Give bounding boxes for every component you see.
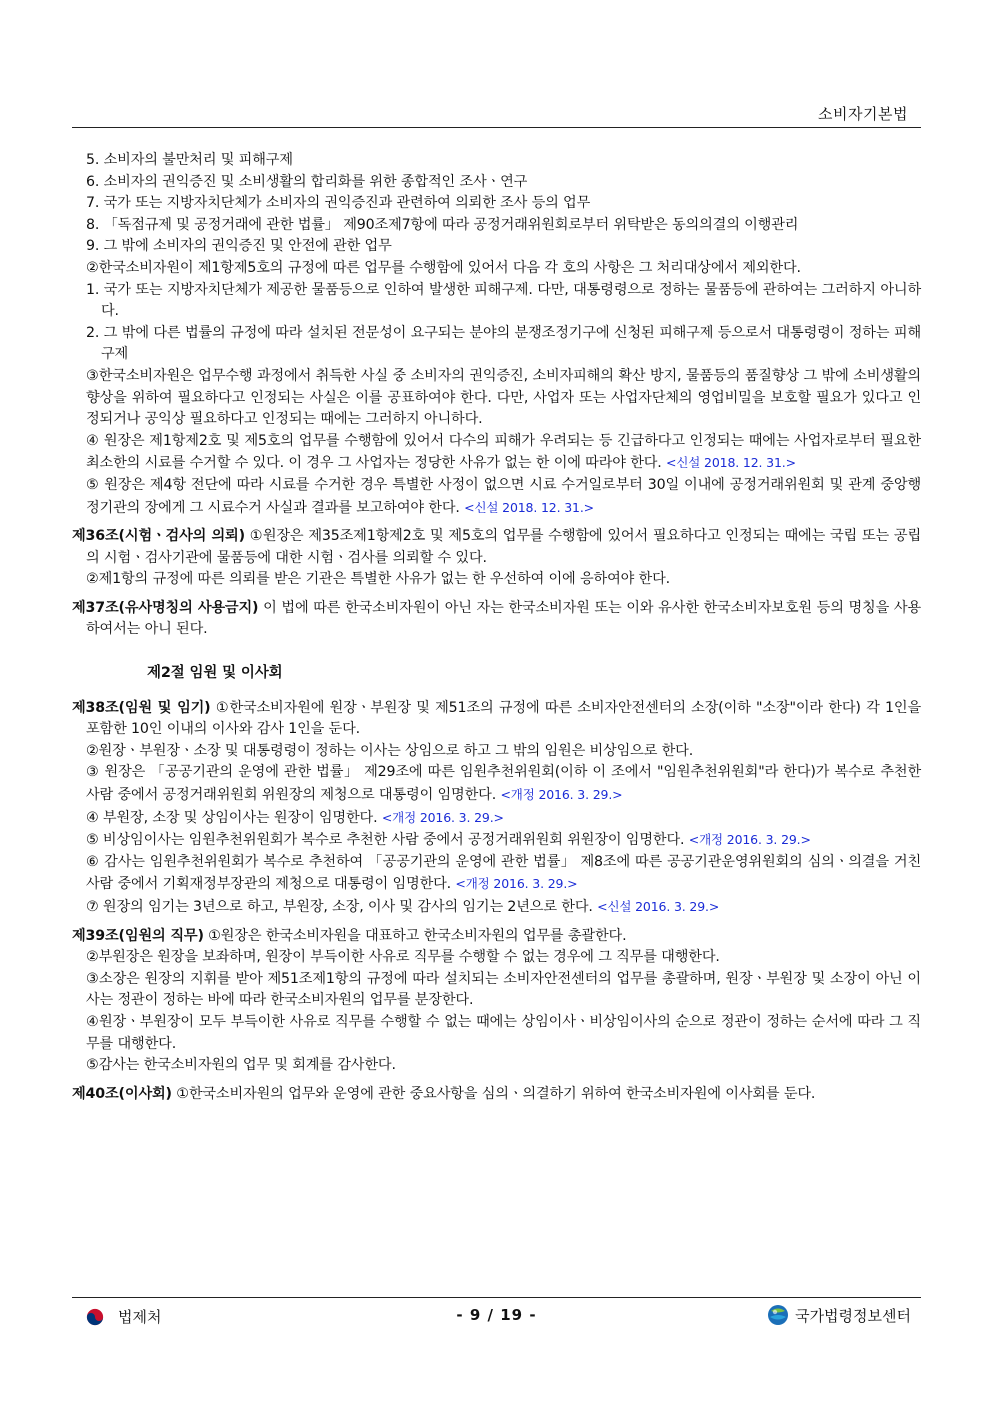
article-title: 제36조(시험ㆍ검사의 의뢰) xyxy=(72,528,245,545)
paragraph-text: ③ 원장은 「공공기관의 운영에 관한 법률」 제29조에 따른 임원추천위원회(이하 이 조에서 "임원추천위원회"라 한다)가 복수로 추천한 사람 중에서 공정거래위원회 위원장의 제청으로 대통령이 임명한다. xyxy=(86,764,921,804)
paragraph: ②제1항의 규정에 따른 의뢰를 받은 기관은 특별한 사유가 없는 한 우선하여 이에 응하여야 한다. xyxy=(86,571,671,588)
list-item: 6. 소비자의 권익증진 및 소비생활의 합리화를 위한 종합적인 조사ㆍ연구 xyxy=(86,173,528,190)
paragraph: ③한국소비자원은 업무수행 과정에서 취득한 사실 중 소비자의 권익증진, 소비자피해의 확산 방지, 물품등의 품질향상 그 밖에 소비생활의 향상을 위하여 필요하다고 인정되는 사실은 이를 공표하여야 한다. 다만, 사업자 또는 사업자단체의 영업비밀을 보호할 필요가 있다고 인정되거나 공익상 필요하다고 인정되는 때에는 그러하지 아니하다. xyxy=(86,367,921,428)
paragraph: ③소장은 원장의 지휘를 받아 제51조제1항의 규정에 따라 설치되는 소비자안전센터의 업무를 총괄하며, 원장ㆍ부원장 및 소장이 아닌 이사는 정관이 정하는 바에 따라 한국소비자원의 업무를 분장한다. xyxy=(86,970,921,1009)
paragraph-text: ④ 원장은 제1항제2호 및 제5호의 업무를 수행함에 있어서 다수의 피해가 우려되는 등 긴급하다고 인정되는 때에는 사업자로부터 필요한 최소한의 시료를 수거할 수 있다. 이 경우 그 사업자는 정당한 사유가 없는 한 이에 따라야 한다. xyxy=(86,432,921,472)
page-number: - 9 / 19 - xyxy=(456,1306,537,1324)
footer-center-name xyxy=(767,1304,911,1326)
article-title: 제40조(이사회) xyxy=(72,1085,172,1102)
header-divider xyxy=(72,127,921,128)
article-39 xyxy=(72,926,921,948)
paragraph xyxy=(72,896,921,919)
paragraph xyxy=(72,852,921,896)
amendment-note: <신설 2016. 3. 29.> xyxy=(597,899,720,914)
list-item: 7. 국가 또는 지방자치단체가 소비자의 권익증진과 관련하여 의뢰한 조사 등의 업무 xyxy=(86,195,591,212)
list-item: 9. 그 밖에 소비자의 권익증진 및 안전에 관한 업무 xyxy=(86,238,392,255)
paragraph-text: ①원장은 제35조제1항제2호 및 제5호의 업무를 수행함에 있어서 필요하다고 인정되는 때에는 국립 또는 공립의 시험ㆍ검사기관에 물품등에 대한 시험ㆍ검사를 의뢰할 수 있다. xyxy=(86,528,921,566)
article-title: 제38조(임원 및 임기) xyxy=(72,699,211,716)
amendment-note: <개정 2016. 3. 29.> xyxy=(455,876,578,892)
globe-logo-icon xyxy=(767,1304,789,1326)
amendment-note: <신설 2018. 12. 31.> xyxy=(464,499,595,515)
footer-divider xyxy=(72,1297,921,1298)
article-40 xyxy=(72,1084,921,1106)
amendment-note: <개정 2016. 3. 29.> xyxy=(500,787,623,803)
paragraph-text: ⑤ 비상임이사는 임원추천위원회가 복수로 추천한 사람 중에서 공정거래위원회 위원장이 임명한다. xyxy=(86,832,685,849)
list-item: 8. 「독점규제 및 공정거래에 관한 법률」 제90조제7항에 따라 공정거래위원회로부터 위탁받은 동의의결의 이행관리 xyxy=(86,216,799,233)
article-36 xyxy=(72,526,921,569)
paragraph-text: ⑤ 원장은 제4항 전단에 따라 시료를 수거한 경우 특별한 사정이 없으면 시료 수거일로부터 30일 이내에 공정거래위원회 및 관계 중앙행정기관의 장에게 그 시료수거 사실과 결과를 보고하여야 한다. xyxy=(86,476,921,516)
paragraph-text: 이 법에 따른 한국소비자원이 아닌 자는 한국소비자원 또는 이와 유사한 한국소비자보호원 등의 명칭을 사용하여서는 아니 된다. xyxy=(86,599,922,638)
section-heading: 제2절 임원 및 이사회 xyxy=(147,665,283,682)
paragraph: ②원장ㆍ부원장ㆍ소장 및 대통령령이 정하는 이사는 상임으로 하고 그 밖의 임원은 비상임으로 한다. xyxy=(86,742,694,759)
amendment-note: <개정 2016. 3. 29.> xyxy=(381,809,504,825)
paragraph-text: ⑦ 원장의 임기는 3년으로 하고, 부원장, 소장, 이사 및 감사의 임기는 2년으로 한다. xyxy=(86,899,593,915)
paragraph-text: ①한국소비자원에 원장ㆍ부원장 및 제51조의 규정에 따른 소비자안전센터의 소장(이하 "소장"이라 한다) 각 1인을 포함한 10인 이내의 이사와 감사 1인을 둔다. xyxy=(86,699,921,738)
list-item: 5. 소비자의 불만처리 및 피해구제 xyxy=(86,152,293,168)
article-37 xyxy=(72,598,921,641)
paragraph xyxy=(72,762,921,806)
paragraph-text: ①원장은 한국소비자원을 대표하고 한국소비자원의 업무를 총괄한다. xyxy=(203,927,627,944)
paragraph xyxy=(72,829,921,852)
paragraph xyxy=(72,807,921,830)
paragraph: ④원장ㆍ부원장이 모두 부득이한 사유로 직무를 수행할 수 없는 때에는 상임이사ㆍ비상임이사의 순으로 정관이 정하는 순서에 따라 그 직무를 대행한다. xyxy=(86,1013,921,1052)
paragraph-text: ①한국소비자원의 업무와 운영에 관한 중요사항을 심의ㆍ의결하기 위하여 한국소비자원에 이사회를 둔다. xyxy=(171,1085,816,1102)
amendment-note: <신설 2018. 12. 31.> xyxy=(666,455,796,471)
footer-agency: 법제처 xyxy=(118,1308,162,1326)
document-title: 소비자기본법 xyxy=(818,105,908,123)
paragraph xyxy=(72,475,921,519)
paragraph: ②한국소비자원이 제1항제5호의 규정에 따른 업무를 수행함에 있어서 다음 각 호의 사항은 그 처리대상에서 제외한다. xyxy=(86,259,801,276)
paragraph: ⑤감사는 한국소비자원의 업무 및 회계를 감사한다. xyxy=(86,1057,396,1074)
paragraph xyxy=(72,431,921,475)
document-body xyxy=(72,150,921,1105)
list-item: 2. 그 밖에 다른 법률의 규정에 따라 설치된 전문성이 요구되는 분야의 분쟁조정기구에 신청된 피해구제 등으로서 대통령령이 정하는 피해구제 xyxy=(86,324,921,363)
article-38 xyxy=(72,698,921,741)
paragraph-text: ⑥ 감사는 임원추천위원회가 복수로 추천하여 「공공기관의 운영에 관한 법률」 제8조에 따른 공공기관운영위원회의 심의ㆍ의결을 거친 사람 중에서 기획재정부장관의 제청으로 대통령이 임명한다. xyxy=(86,853,921,893)
paragraph-text: ④ 부원장, 소장 및 상임이사는 원장이 임명한다. xyxy=(86,809,378,826)
paragraph: ②부원장은 원장을 보좌하며, 원장이 부득이한 사유로 직무를 수행할 수 없는 경우에 그 직무를 대행한다. xyxy=(86,949,720,966)
list-item: 1. 국가 또는 지방자치단체가 제공한 물품등으로 인하여 발생한 피해구제. 다만, 대통령령으로 정하는 물품등에 관하여는 그러하지 아니하다. xyxy=(86,281,921,320)
article-title: 제37조(유사명칭의 사용금지) xyxy=(72,599,259,616)
amendment-note: <개정 2016. 3. 29.> xyxy=(688,832,811,848)
article-title: 제39조(임원의 직무) xyxy=(72,927,204,944)
footer-center-label: 국가법령정보센터 xyxy=(795,1306,911,1325)
page-footer xyxy=(72,1304,921,1330)
